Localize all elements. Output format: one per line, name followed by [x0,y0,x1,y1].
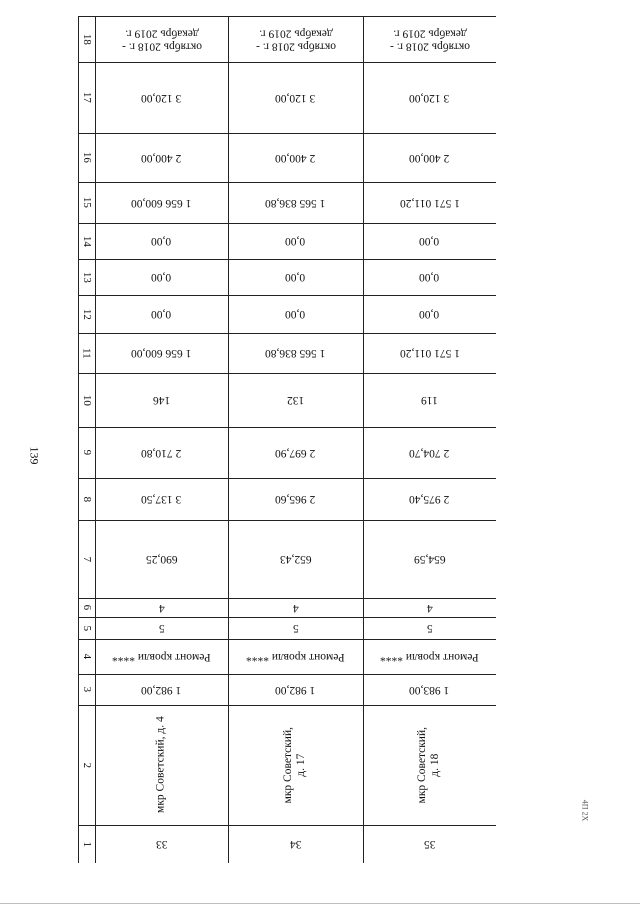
table-cell-row2-col5 [228,617,363,639]
cell-text: октябрь 2018 г. - декабрь 2019 г. [255,27,336,53]
cell-text: 5 [426,622,433,635]
table-cell-row2-col16 [228,133,363,182]
table-cell-row3-col3 [363,674,496,705]
cell-text: 2 400,00 [275,152,316,165]
cell-text: 1 571 011,20 [399,347,460,360]
cell-text: 654,59 [413,553,446,566]
column-number-text: 13 [80,271,93,283]
table-cell-row3-col15 [363,182,496,223]
column-number-10 [78,373,95,427]
column-number-2 [78,705,95,825]
cell-text: 0,00 [419,271,440,284]
cell-text: 1 565 836,80 [265,347,326,360]
table-cell-row3-col10 [363,373,496,427]
column-number-9 [78,427,95,478]
column-number-text: 5 [80,625,93,631]
cell-text: 0,00 [151,235,172,248]
cell-text: 0,00 [285,235,306,248]
table-cell-row3-col8 [363,478,496,520]
table-cell-row1-col11 [95,333,228,373]
table-cell-row3-col6 [363,598,496,617]
cell-text: Ремонт кровли **** [112,651,211,664]
column-number-text: 8 [80,496,93,502]
column-number-14 [78,223,95,259]
column-number-text: 10 [80,394,93,406]
table-cell-row2-col4 [228,639,363,674]
column-number-text: 1 [80,841,93,847]
table-cell-row3-col7 [363,520,496,598]
column-number-text: 15 [80,196,93,208]
column-number-16 [78,133,95,182]
cell-text: 2 400,00 [141,152,182,165]
table-cell-row1-col13 [95,259,228,295]
cell-text: 1 656 600,00 [131,197,192,210]
column-number-text: 9 [80,449,93,456]
cell-text: Ремонт кровли **** [380,651,479,664]
cell-text: 2 710,80 [141,447,182,460]
column-number-18 [78,16,95,62]
cell-text: октябрь 2018 г. - декабрь 2019 г. [121,27,202,53]
table-cell-row1-col12 [95,295,228,333]
table-cell-row3-col4 [363,639,496,674]
table-cell-row1-col8 [95,478,228,520]
table-cell-row2-col6 [228,598,363,617]
cell-text: 3 120,00 [141,92,182,105]
table-cell-row1-col15 [95,182,228,223]
cell-text: 0,00 [151,308,172,321]
column-number-8 [78,478,95,520]
table-cell-row2-col14 [228,223,363,259]
cell-text: 33 [155,838,168,851]
cell-text: 5 [158,622,165,635]
cell-text: 0,00 [419,235,440,248]
cell-text: 5 [292,622,299,635]
column-number-text: 2 [80,762,93,768]
table-cell-row3-col5 [363,617,496,639]
cell-text: 1 571 011,20 [399,197,460,210]
cell-text: 35 [423,838,436,851]
column-number-11 [78,333,95,373]
cell-text: 0,00 [419,308,440,321]
column-number-13 [78,259,95,295]
cell-text: 1 982,00 [141,684,182,697]
table-cell-row3-col13 [363,259,496,295]
cell-text: 4 [292,602,299,615]
cell-text: 119 [421,394,438,407]
cell-text: 4 [158,602,165,615]
cell-text: 34 [289,838,302,851]
table-cell-row1-col7 [95,520,228,598]
table-cell-row1-col5 [95,617,228,639]
column-number-text: 11 [80,347,93,359]
cell-text: 0,00 [151,271,172,284]
column-number-text: 7 [80,556,93,562]
cell-text: 3 120,00 [409,92,450,105]
table-cell-row3-col11 [363,333,496,373]
table-cell-row2-col12 [228,295,363,333]
cell-text: 1 983,00 [409,684,450,697]
table-cell-row2-col3 [228,674,363,705]
table-cell-row1-col3 [95,674,228,705]
table-cell-row3-col18 [363,16,496,62]
table-cell-row3-col2 [363,705,496,825]
cell-text: 132 [286,394,305,407]
column-number-15 [78,182,95,223]
table-cell-row1-col17 [95,62,228,133]
table-cell-row1-col10 [95,373,228,427]
cell-text: мкр Советский, д. 18 [416,726,442,804]
table-cell-row3-col12 [363,295,496,333]
cell-text: 3 120,00 [275,92,316,105]
column-number-text: 14 [80,235,93,247]
column-number-17 [78,62,95,133]
table-cell-row2-col9 [228,427,363,478]
column-number-text: 4 [80,653,93,660]
table-cell-row2-col17 [228,62,363,133]
column-number-12 [78,295,95,333]
column-number-text: 6 [80,604,93,611]
cell-text: 146 [152,394,171,407]
data-table [78,16,496,863]
cell-text: мкр Советский, д. 17 [282,726,308,804]
cell-text: 652,43 [279,553,312,566]
table-cell-row2-col13 [228,259,363,295]
cell-text: 1 565 836,80 [265,197,326,210]
column-number-7 [78,520,95,598]
column-number-4 [78,639,95,674]
cell-text: 3 137,50 [141,493,182,506]
column-number-3 [78,674,95,705]
cell-text: 2 400,00 [409,152,450,165]
cell-text: 0,00 [285,308,306,321]
cell-text: 2 704,70 [409,447,450,460]
column-number-5 [78,617,95,639]
cell-text: 2 965,60 [275,493,316,506]
table-cell-row2-col1 [228,825,363,863]
table-cell-row2-col15 [228,182,363,223]
cell-text: 4 [426,602,433,615]
table-cell-row1-col14 [95,223,228,259]
cell-text: 1 982,00 [275,684,316,697]
table-cell-row2-col18 [228,16,363,62]
table-cell-row2-col2 [228,705,363,825]
column-number-6 [78,598,95,617]
cell-text: Ремонт кровли **** [246,651,345,664]
cell-text: 2 697,90 [275,447,316,460]
column-number-1 [78,825,95,863]
cell-text: мкр Советский, д. 4 [154,716,167,814]
scan-edge-line [0,903,640,904]
table-cell-row2-col8 [228,478,363,520]
table-cell-row2-col10 [228,373,363,427]
cell-text: 690,25 [145,553,178,566]
table-cell-row3-col1 [363,825,496,863]
table-cell-row1-col16 [95,133,228,182]
cell-text: октябрь 2018 г. - декабрь 2019 г. [389,27,470,53]
column-number-text: 3 [80,686,93,693]
table-cell-row3-col16 [363,133,496,182]
column-number-text: 18 [80,33,93,45]
table-cell-row3-col17 [363,62,496,133]
table-cell-row1-col18 [95,16,228,62]
table-cell-row1-col4 [95,639,228,674]
table-cell-row2-col11 [228,333,363,373]
table-cell-row1-col6 [95,598,228,617]
table-cell-row1-col2 [95,705,228,825]
cell-text: 0,00 [285,271,306,284]
page-number: 139 [27,446,42,464]
cell-text: 2 975,40 [409,493,450,506]
column-number-text: 12 [80,308,93,320]
column-number-text: 16 [80,151,93,163]
table-cell-row3-col9 [363,427,496,478]
table-cell-row1-col1 [95,825,228,863]
column-number-text: 17 [80,91,93,103]
scan-footer-mark: 4П 2Х [580,799,590,821]
table-cell-row1-col9 [95,427,228,478]
table-cell-row3-col14 [363,223,496,259]
table-cell-row2-col7 [228,520,363,598]
cell-text: 1 656 600,00 [131,347,192,360]
